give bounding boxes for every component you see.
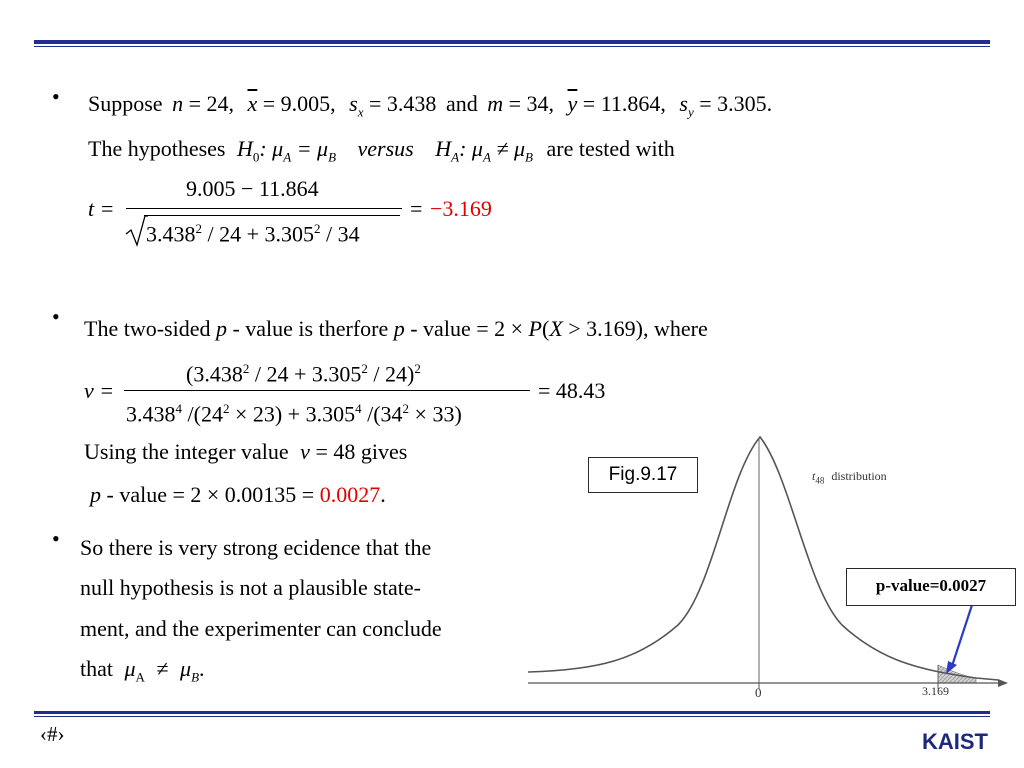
tstat-sqrt-bar: [144, 215, 400, 216]
bullet1-line1: Suppose n = 24, $\overline{x} = 9.005$, $s_x = 3.438$ and m = 34, $\overline{y} = 11.864$, $s_y = 3.305$.: [88, 91, 773, 120]
bullet3-line1: So there is very strong ecidence that the: [80, 535, 432, 560]
bullet1-line2: The hypotheses $H_0$: $\mu_A = \mu_B$ versus $H_A$: $\mu_A \ne \mu_B$ are tested with: [88, 136, 675, 165]
nu-denominator: 3.438$^4$ $/(24^2 \times 23) + 3.305^4$ $/(34^2 \times 33)$: [126, 401, 462, 427]
nu-numerator: $(3.438^2 / 24 + 3.305^2 / 24)^2$: [186, 361, 421, 387]
tstat-equals: =: [410, 196, 423, 221]
header-rule-thick: [34, 40, 990, 44]
axis-zero-label: 0: [755, 685, 762, 700]
pvalue-arrow: [952, 605, 972, 666]
tstat-numerator: 9.005 − 11.864: [186, 176, 319, 201]
x-axis-arrow: [998, 679, 1008, 687]
bullet2-line3: Using the integer value ν = 48 gives: [84, 439, 408, 464]
tail-area: [938, 665, 976, 683]
bullet3-line4: that $\mu_A \ne \mu_B$.: [80, 656, 205, 685]
figure-label: Fig.9.17: [588, 457, 698, 493]
footer-rule-thin: [34, 716, 990, 717]
bullet-marker: •: [52, 304, 60, 329]
sqrt-sign: [124, 214, 148, 248]
bullet3-line3: ment, and the experimenter can conclude: [80, 616, 442, 641]
bullet3-line2: null hypothesis is not a plausible state-: [80, 575, 421, 600]
header-rule-thin: [34, 46, 990, 47]
tstat-result: −3.169: [430, 196, 492, 221]
tstat-lhs: t =: [88, 196, 115, 221]
svg-text:KAIST: KAIST: [922, 729, 988, 754]
axis-critical-label: 3.169: [922, 684, 949, 698]
footer-rule-thick: [34, 711, 990, 714]
bullet2-line1: The two-sided p - value is therfore p - value = 2 × P(X > 3.169), where: [84, 316, 708, 341]
slide-number: ‹#›: [40, 722, 65, 746]
distribution-label: $t_{48}$ distribution: [812, 469, 887, 486]
pvalue-label-box: p-value=0.0027: [846, 568, 1016, 606]
bullet-marker: •: [52, 84, 60, 109]
nu-fraction-bar: [124, 390, 530, 391]
tstat-fraction-bar: [126, 208, 402, 209]
nu-result: = 48.43: [538, 378, 606, 403]
tstat-denominator: $3.438^2 / 24 + 3.305^2 / 34$: [146, 221, 360, 247]
kaist-logo: [912, 727, 998, 755]
nu-lhs: ν =: [84, 378, 115, 403]
bullet2-line4: p - value = 2 × 0.00135 = 0.0027.: [90, 482, 386, 507]
bullet-marker: •: [52, 526, 60, 551]
